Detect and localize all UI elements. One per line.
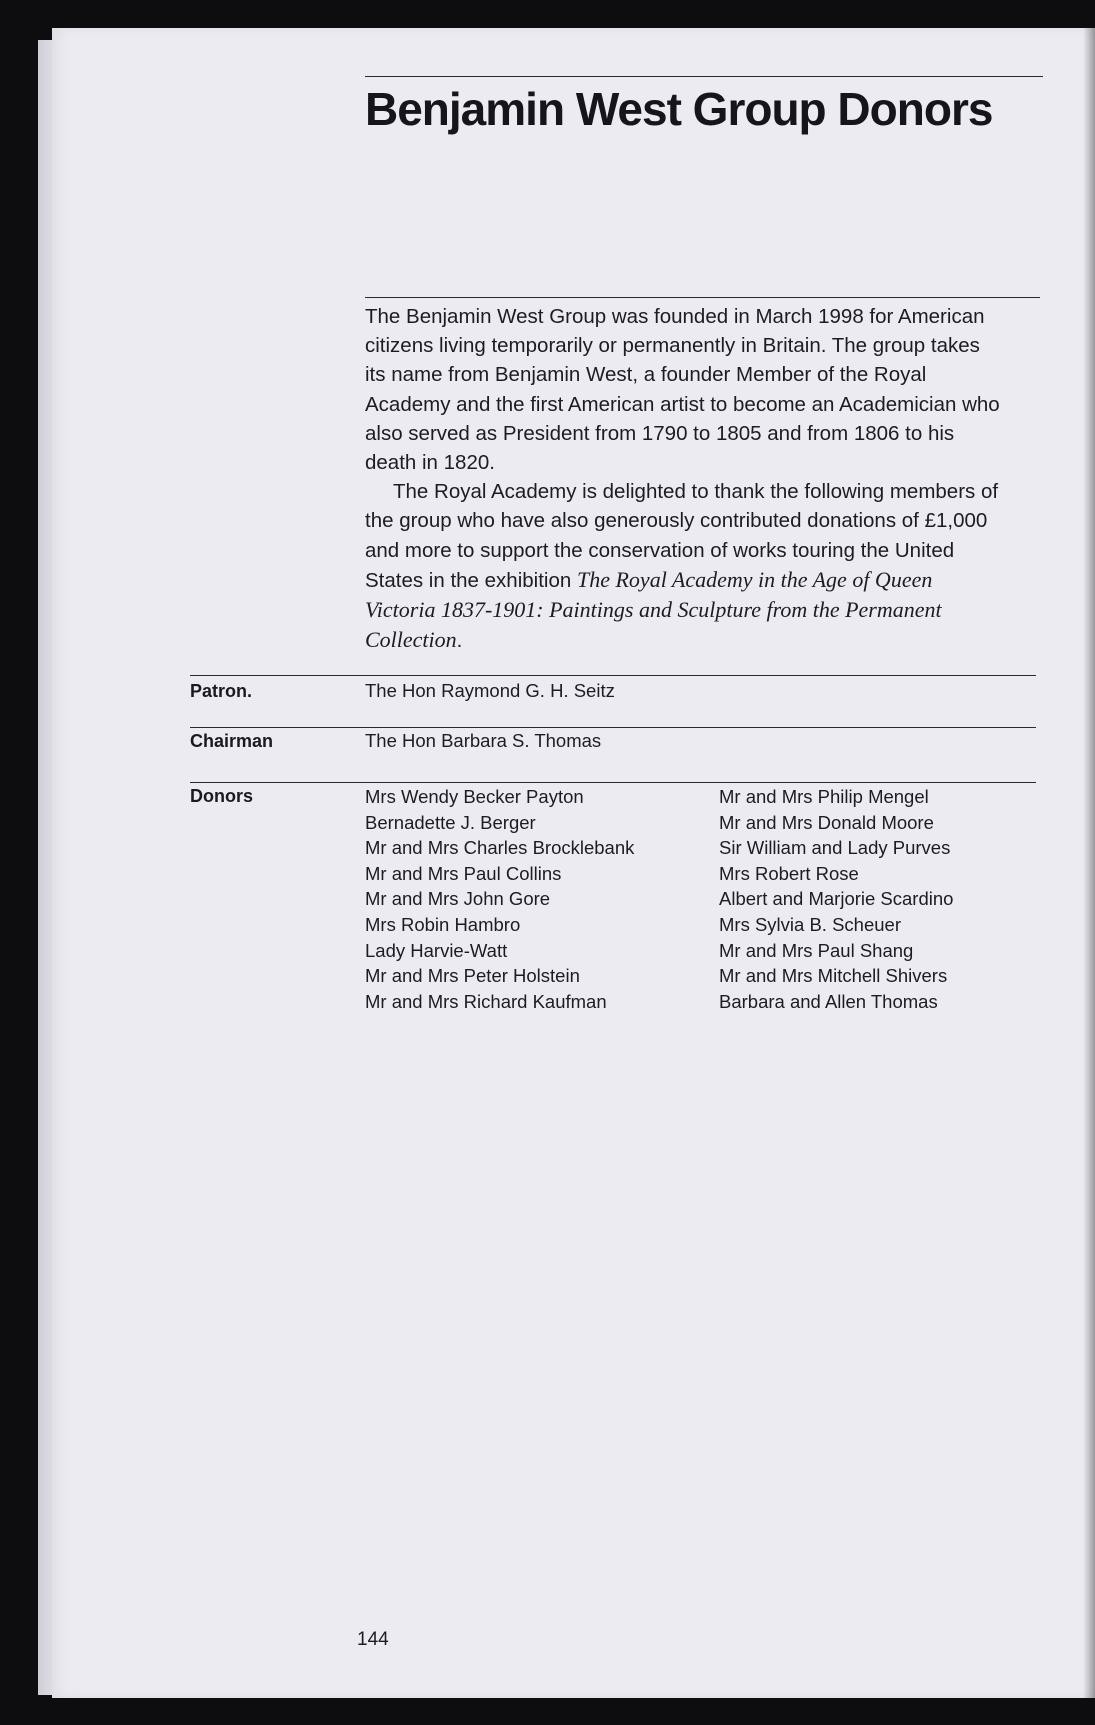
donor-name: Mr and Mrs Paul Shang <box>719 939 914 961</box>
intro-paragraph-2-end: . <box>456 629 463 653</box>
donor-name: Mrs Wendy Becker Payton <box>365 786 584 807</box>
donor-list-column-1 <box>365 784 634 1014</box>
donor-name: Barbara and Allen Thomas <box>719 990 938 1012</box>
exhibition-title: The Royal Academy in the Age of Queen Victoria 1837-1901: Paintings and Sculpture from the Permanent Collection <box>365 566 942 653</box>
intro-paragraph-2 <box>365 477 1005 655</box>
chairman-label: Chairman <box>190 731 274 751</box>
donor-name: Albert and Marjorie Scardino <box>719 888 954 910</box>
intro-paragraph-1: The Benjamin West Group was founded in March 1998 for American citizens living temporarily or permanently in Britain. The group takes its name from Benjamin West, a founder Member of the Royal Academy and the first American artist to become an Academician who also served as President from 1790 to 1805 and from 1806 to his death in 1820. <box>365 305 1000 475</box>
donor-name: Mr and Mrs Peter Holstein <box>365 965 580 987</box>
chairman-rule <box>190 727 1036 728</box>
patron-rule <box>190 675 1036 676</box>
page-number: 144 <box>357 1629 389 1650</box>
chairman-name: The Hon Barbara S. Thomas <box>365 730 602 751</box>
donors-label: Donors <box>190 786 253 806</box>
donor-name: Mr and Mrs Paul Collins <box>365 862 562 884</box>
donor-name: Bernadette J. Berger <box>365 811 536 833</box>
donor-name: Mr and Mrs Charles Brocklebank <box>365 837 635 859</box>
donor-name: Mr and Mrs Mitchell Shivers <box>719 965 948 987</box>
donor-name: Mr and Mrs Donald Moore <box>719 811 934 833</box>
donor-list-column-2 <box>719 784 953 1014</box>
donor-name: Sir William and Lady Purves <box>719 837 951 859</box>
patron-name: The Hon Raymond G. H. Seitz <box>365 680 615 701</box>
donor-name: Mrs Robert Rose <box>719 862 859 884</box>
intro-text <box>365 302 1005 655</box>
intro-paragraph-2-text: The Royal Academy is delighted to thank the following members of the group who have also generously contributed donations of £1,000 and more to support the conservation of works touring the United States in the exhibition <box>365 480 999 592</box>
patron-label: Patron. <box>190 681 253 701</box>
donor-name: Mrs Robin Hambro <box>365 913 521 935</box>
title-top-rule <box>365 76 1043 77</box>
donor-name: Mr and Mrs Richard Kaufman <box>365 990 607 1012</box>
donor-name: Mrs Sylvia B. Scheuer <box>719 913 901 935</box>
page-title: Benjamin West Group Donors <box>365 83 993 135</box>
donor-name: Mr and Mrs Philip Mengel <box>719 786 929 807</box>
donor-name: Mr and Mrs John Gore <box>365 888 551 910</box>
intro-top-rule <box>365 297 1040 298</box>
binding-shadow <box>1083 28 1095 1698</box>
donor-name: Lady Harvie-Watt <box>365 939 508 961</box>
donors-rule <box>190 782 1036 783</box>
